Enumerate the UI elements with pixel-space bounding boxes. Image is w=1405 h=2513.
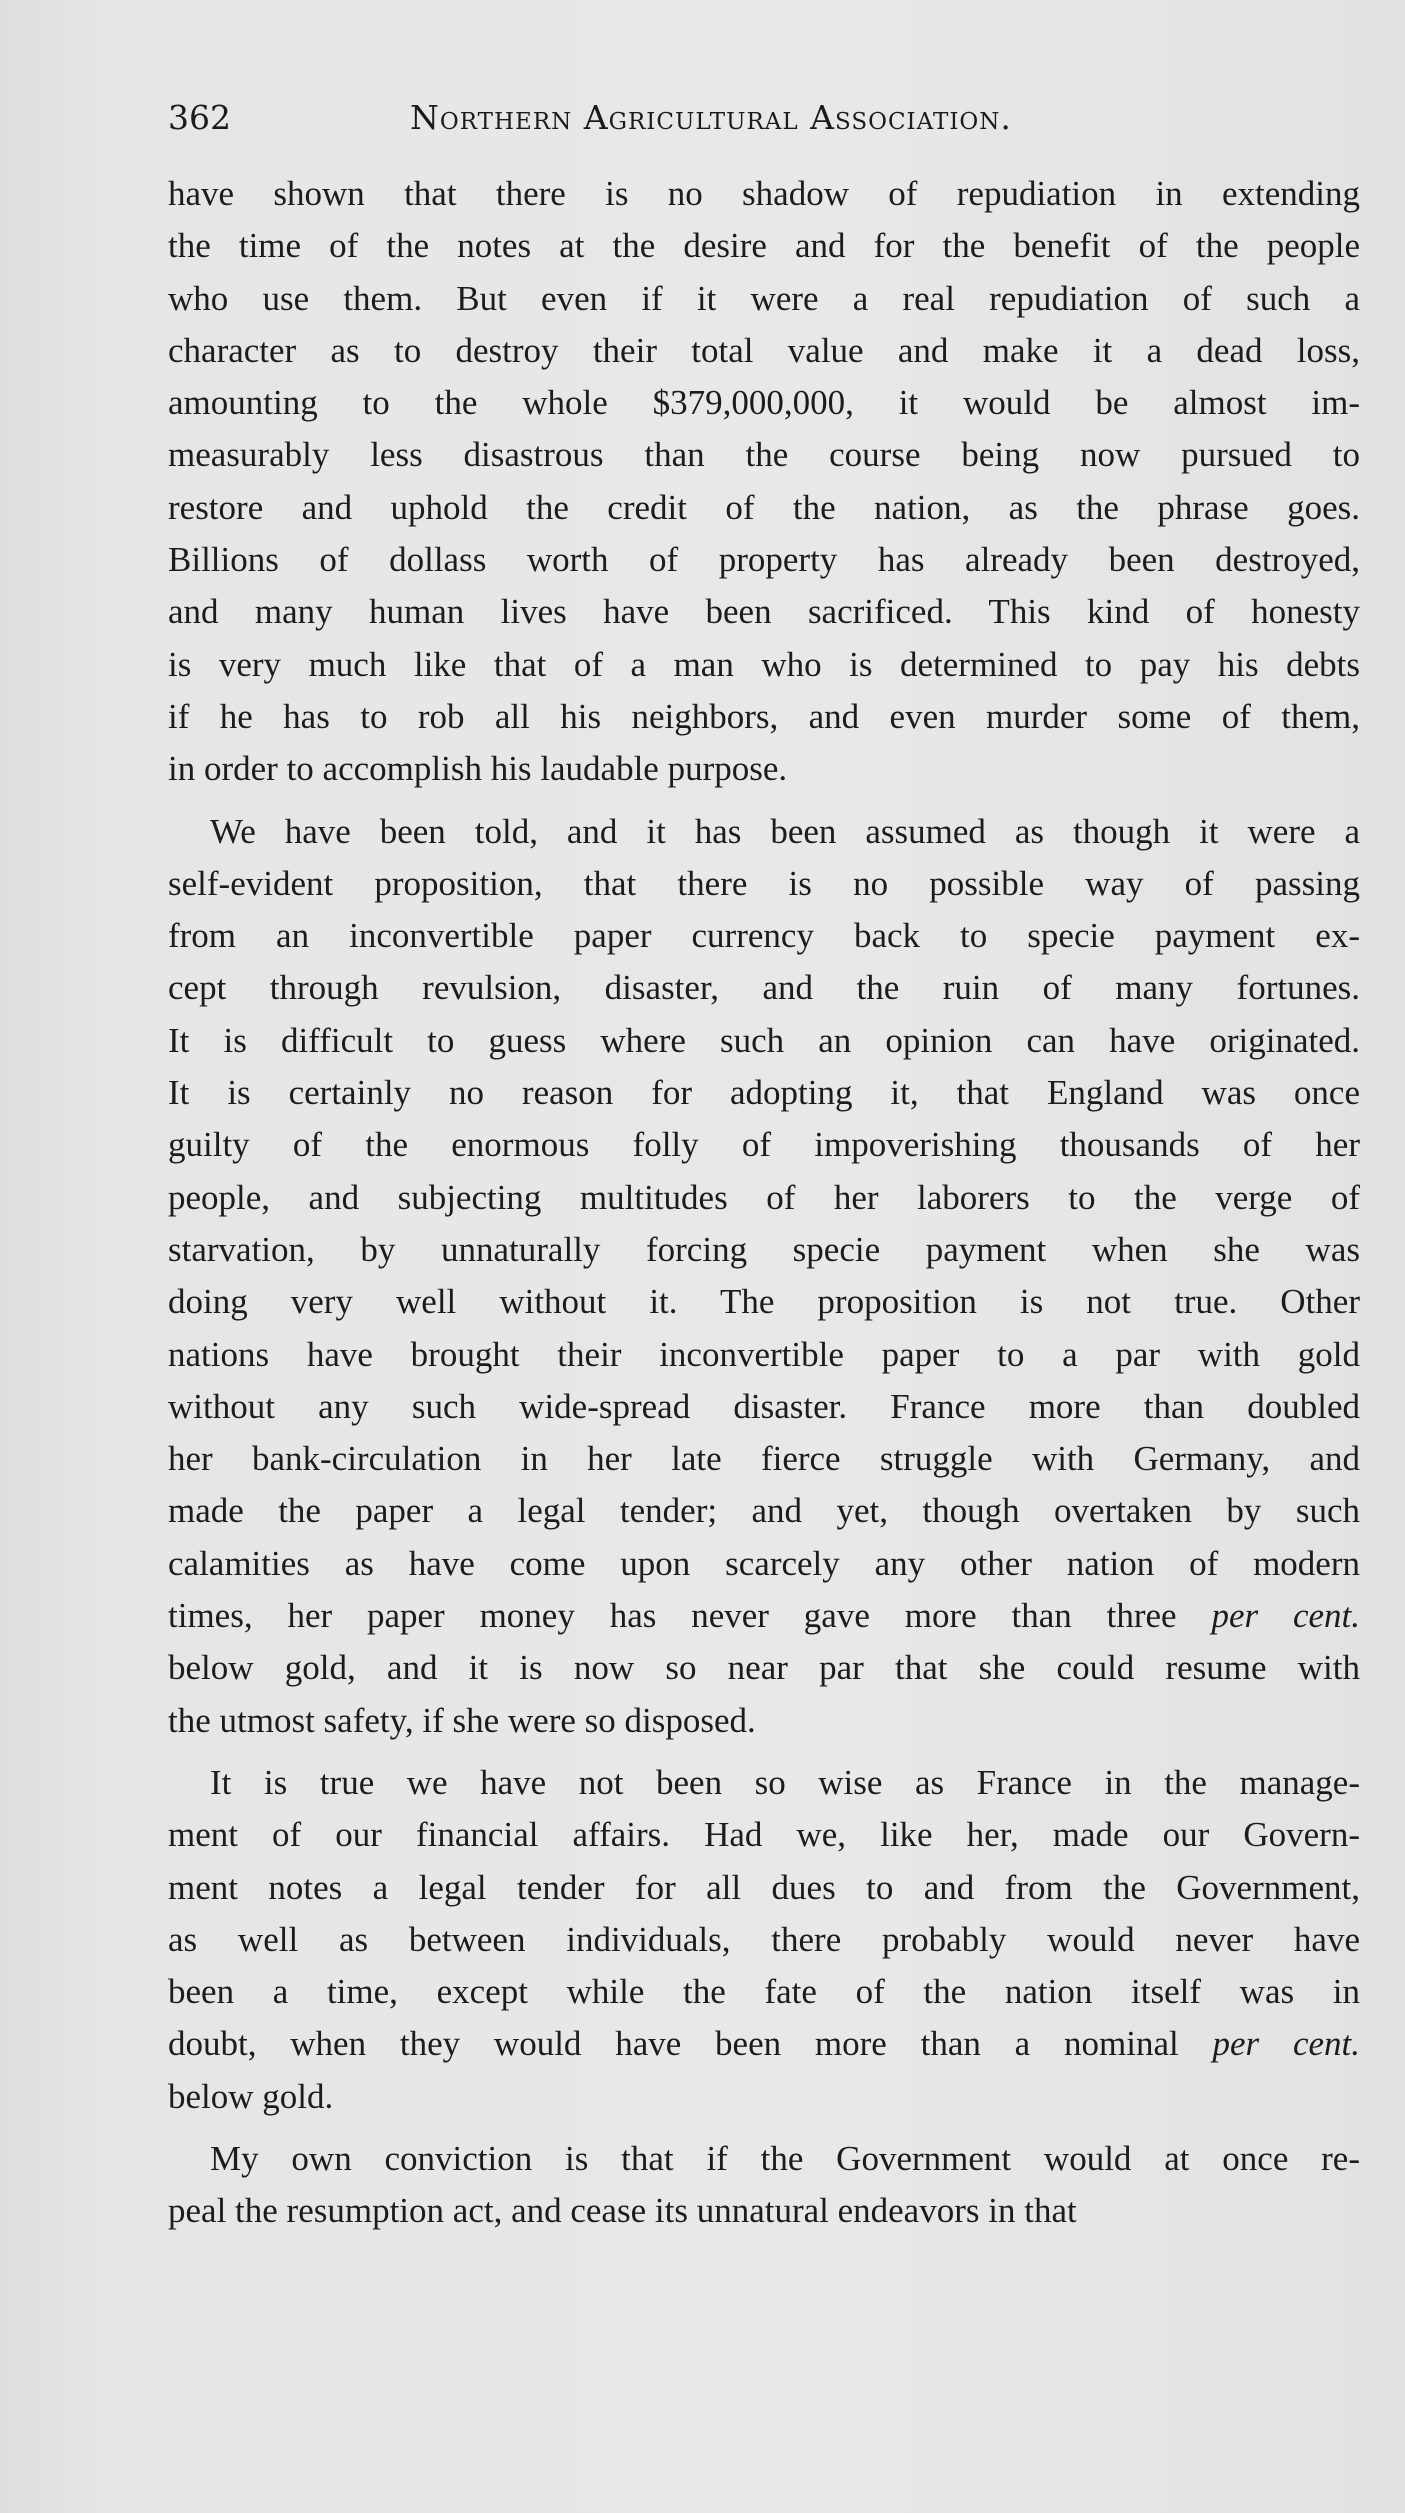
text-line: [168, 691, 1360, 743]
text-line: [168, 377, 1360, 429]
line-text: It is true we have not been so wise as France in the manage-: [210, 1762, 1360, 1802]
text-line: [168, 482, 1360, 534]
line-text: made the paper a legal tender; and yet, though overtaken by such: [168, 1491, 1360, 1531]
text-line: [168, 858, 1360, 910]
paragraph: [168, 2133, 1360, 2238]
text-line: [168, 1642, 1360, 1694]
text-line: [168, 429, 1360, 481]
line-text: self-evident proposition, that there is no possible way of passing: [168, 863, 1360, 903]
body-text: [168, 168, 1360, 2248]
line-text: the utmost safety, if she were so disposed.: [168, 1700, 756, 1740]
text-line: [168, 1862, 1360, 1914]
line-text: We have been told, and it has been assumed as though it were a: [210, 811, 1360, 851]
line-text: without any such wide-spread disaster. France more than doubled: [168, 1386, 1360, 1426]
paragraph: [168, 806, 1360, 1747]
line-text: amounting to the whole $379,000,000, it would be almost im-: [168, 383, 1360, 423]
text-line: [168, 1914, 1360, 1966]
page-header: [168, 96, 1360, 146]
line-text: people, and subjecting multitudes of her laborers to the verge of: [168, 1177, 1360, 1217]
line-text: Billions of dollass worth of property has already been destroyed,: [168, 540, 1360, 580]
line-text: My own conviction is that if the Government would at once re-: [210, 2138, 1360, 2178]
text-line: [168, 2185, 1360, 2237]
line-text: below gold.: [168, 2076, 334, 2116]
text-line: [168, 1015, 1360, 1067]
text-line: [168, 1809, 1360, 1861]
text-line: [168, 639, 1360, 691]
page-number: 362: [168, 98, 231, 137]
text-line: [168, 2071, 1360, 2123]
line-text: have shown that there is no shadow of repudiation in extending: [168, 174, 1360, 213]
line-text: the time of the notes at the desire and for the benefit of the people: [168, 226, 1360, 266]
text-line: [168, 273, 1360, 325]
text-line: [168, 534, 1360, 586]
line-text: character as to destroy their total value and make it a dead loss,: [168, 330, 1360, 370]
italic-term: per cent.: [1211, 1596, 1360, 1636]
text-line: [168, 1172, 1360, 1224]
italic-term: per cent.: [1212, 2024, 1360, 2064]
text-line: [168, 220, 1360, 272]
paragraph: [168, 1757, 1360, 2123]
text-line: [168, 1067, 1360, 1119]
text-line: [168, 1381, 1360, 1433]
text-line: [168, 1433, 1360, 1485]
line-text: in order to accomplish his laudable purpose.: [168, 749, 788, 789]
text-line: [168, 168, 1360, 220]
line-text: ment notes a legal tender for all dues to and from the Government,: [168, 1867, 1360, 1907]
line-text: doubt, when they would have been more than a nominal: [168, 2024, 1213, 2064]
text-line: [168, 586, 1360, 638]
text-line: [168, 1119, 1360, 1171]
line-text: below gold, and it is now so near par that she could resume with: [168, 1648, 1360, 1688]
text-line: [168, 1276, 1360, 1328]
text-line: [168, 2133, 1360, 2185]
line-text: is very much like that of a man who is determined to pay his debts: [168, 644, 1360, 684]
text-line: [168, 1590, 1360, 1642]
text-line: [168, 1966, 1360, 2018]
line-text: starvation, by unnaturally forcing specie payment when she was: [168, 1229, 1360, 1269]
text-line: [168, 1485, 1360, 1537]
line-text: It is difficult to guess where such an opinion can have originated.: [168, 1020, 1360, 1060]
line-text: doing very well without it. The proposition is not true. Other: [168, 1282, 1360, 1322]
line-text: if he has to rob all his neighbors, and even murder some of them,: [168, 696, 1360, 736]
line-text: and many human lives have been sacrificed. This kind of honesty: [168, 592, 1360, 632]
line-text: times, her paper money has never gave more than three: [168, 1596, 1212, 1636]
text-line: [168, 325, 1360, 377]
line-text: measurably less disastrous than the course being now pursued to: [168, 435, 1360, 475]
line-text: It is certainly no reason for adopting it, that England was once: [168, 1073, 1360, 1113]
text-line: [168, 1695, 1360, 1747]
line-text: ment of our financial affairs. Had we, like her, made our Govern-: [168, 1815, 1360, 1855]
line-text: as well as between individuals, there probably would never have: [168, 1919, 1360, 1959]
text-line: [168, 806, 1360, 858]
text-line: [168, 910, 1360, 962]
line-text: been a time, except while the fate of the nation itself was in: [168, 1972, 1360, 2012]
paragraph: [168, 168, 1360, 796]
line-text: restore and uphold the credit of the nation, as the phrase goes.: [168, 487, 1360, 527]
text-line: [168, 1538, 1360, 1590]
line-text: peal the resumption act, and cease its unnatural endeavors in that: [168, 2191, 1077, 2231]
text-line: [168, 962, 1360, 1014]
text-line: [168, 743, 1360, 795]
line-text: guilty of the enormous folly of impoverishing thousands of her: [168, 1125, 1360, 1165]
line-text: nations have brought their inconvertible paper to a par with gold: [168, 1334, 1360, 1374]
text-line: [168, 2018, 1360, 2070]
text-line: [168, 1224, 1360, 1276]
line-text: calamities as have come upon scarcely any other nation of modern: [168, 1543, 1360, 1583]
line-text: from an inconvertible paper currency back to specie payment ex-: [168, 916, 1360, 956]
line-text: her bank-circulation in her late fierce struggle with Germany, and: [168, 1439, 1360, 1479]
running-head: Northern Agricultural Association.: [410, 98, 1012, 137]
line-text: who use them. But even if it were a real repudiation of such a: [168, 278, 1360, 318]
text-line: [168, 1329, 1360, 1381]
line-text: cept through revulsion, disaster, and the ruin of many fortunes.: [168, 968, 1360, 1008]
text-line: [168, 1757, 1360, 1809]
